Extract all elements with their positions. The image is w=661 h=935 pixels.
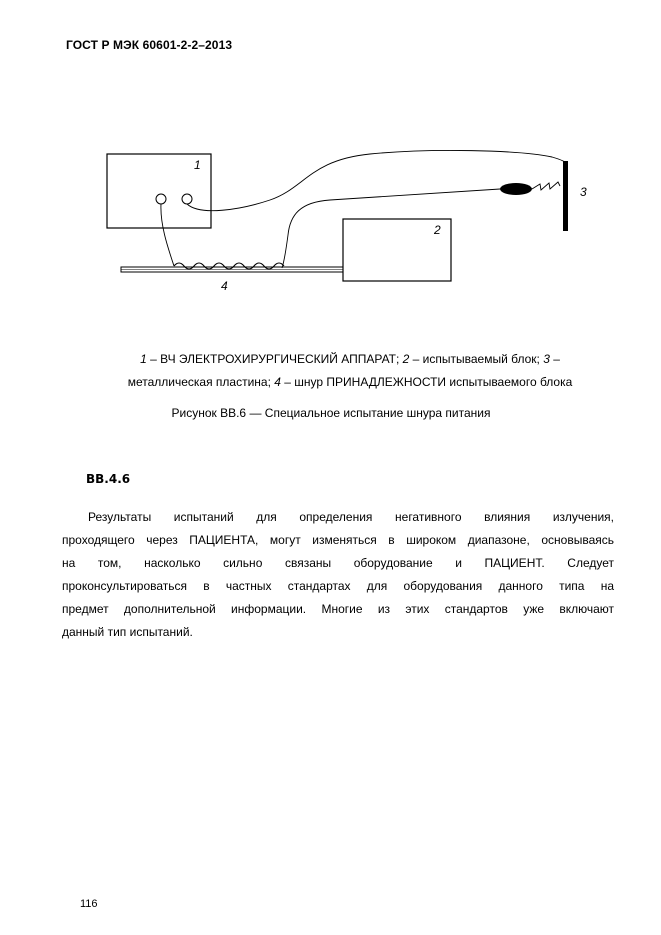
terminal-right [182,194,192,204]
paragraph-line: на том, насколько сильно связаны оборудование и ПАЦИЕНТ. Следует [62,556,614,570]
paragraph-line: проходящего через ПАЦИЕНТА, могут изменяться в широком диапазоне, основываясь [62,533,614,547]
document-header: ГОСТ Р МЭК 60601-2-2–2013 [66,38,233,52]
paragraph-line: данный тип испытаний. [62,625,193,639]
page-number: 116 [80,898,98,910]
active-cable [187,150,565,210]
electrode-tip [500,183,532,195]
electrode-lead [282,189,500,268]
label-4: 4 [221,279,228,293]
label-3: 3 [580,185,587,199]
section-title: ВВ.4.6 [86,472,131,486]
label-2: 2 [434,223,441,237]
label-1: 1 [194,158,201,172]
figure-legend: 1 – ВЧ ЭЛЕКТРОХИРУРГИЧЕСКИЙ АППАРАТ; 2 – испытываемый блок; 3 – металлическая пластина; 4 – шнур ПРИНАДЛЕЖНОСТИ испытываемого блока [127,352,573,389]
terminal-left [156,194,166,204]
paragraph-line: предмет дополнительной информации. Многие из этих стандартов уже включают [62,602,614,616]
body-paragraph [62,506,614,644]
wire-coil [174,263,284,269]
figure-caption: Рисунок ВВ.6 — Специальное испытание шнура питания [171,406,491,420]
test-setup-diagram [0,0,661,330]
paragraph-line: проконсультироваться в частных стандартах для оборудования данного типа на [62,579,614,593]
wrapped-wire [161,204,174,266]
paragraph-line: Результаты испытаний для определения негативного влияния излучения, [88,510,614,524]
metal-plate [563,161,568,231]
spark [532,182,560,190]
